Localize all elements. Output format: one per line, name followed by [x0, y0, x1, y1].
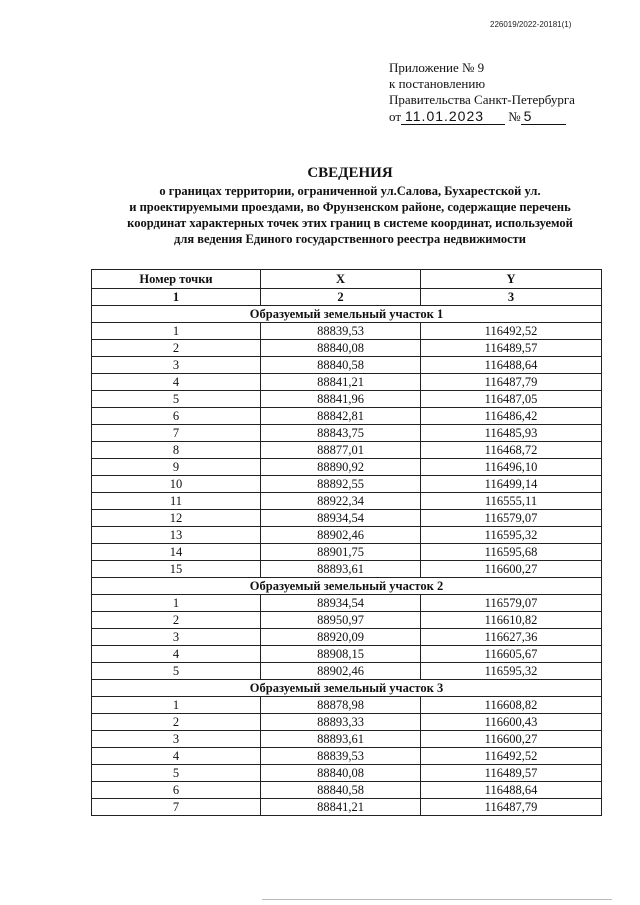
table-row [92, 374, 602, 391]
table-row [92, 544, 602, 561]
x-coordinate-cell: 88843,75 [261, 425, 421, 442]
y-coordinate-cell: 116600,27 [421, 561, 602, 578]
index-col-3: 3 [421, 289, 602, 306]
x-coordinate-cell: 88878,98 [261, 697, 421, 714]
heading-line-2: и проектируемыми проездами, во Фрунзенском районе, содержащие перечень [129, 200, 571, 214]
y-coordinate-cell: 116605,67 [421, 646, 602, 663]
x-coordinate-cell: 88840,58 [261, 357, 421, 374]
point-number-cell: 8 [92, 442, 261, 459]
y-coordinate-cell: 116489,57 [421, 340, 602, 357]
table-row [92, 748, 602, 765]
table-row [92, 391, 602, 408]
table-row [92, 697, 602, 714]
table-row [92, 357, 602, 374]
point-number-cell: 4 [92, 748, 261, 765]
y-coordinate-cell: 116485,93 [421, 425, 602, 442]
x-coordinate-cell: 88839,53 [261, 748, 421, 765]
coordinates-table [91, 269, 602, 816]
y-coordinate-cell: 116595,32 [421, 527, 602, 544]
point-number-cell: 3 [92, 357, 261, 374]
y-coordinate-cell: 116489,57 [421, 765, 602, 782]
table-row [92, 799, 602, 816]
attachment-line-3: Правительства Санкт-Петербурга [389, 92, 575, 107]
point-number-cell: 4 [92, 374, 261, 391]
x-coordinate-cell: 88841,96 [261, 391, 421, 408]
y-coordinate-cell: 116499,14 [421, 476, 602, 493]
x-coordinate-cell: 88908,15 [261, 646, 421, 663]
table-row [92, 340, 602, 357]
x-coordinate-cell: 88877,01 [261, 442, 421, 459]
x-coordinate-cell: 88902,46 [261, 527, 421, 544]
x-coordinate-cell: 88890,92 [261, 459, 421, 476]
point-number-cell: 15 [92, 561, 261, 578]
point-number-cell: 2 [92, 340, 261, 357]
point-number-cell: 11 [92, 493, 261, 510]
point-number-cell: 1 [92, 595, 261, 612]
heading-line-3: координат характерных точек этих границ в системе координат, используемой [127, 216, 573, 230]
x-coordinate-cell: 88840,58 [261, 782, 421, 799]
attachment-from-label: от [389, 109, 402, 124]
point-number-cell: 3 [92, 731, 261, 748]
table-row [92, 646, 602, 663]
point-number-cell: 12 [92, 510, 261, 527]
section-title: Образуемый земельный участок 1 [92, 306, 602, 323]
x-coordinate-cell: 88892,55 [261, 476, 421, 493]
header-x: X [261, 270, 421, 289]
point-number-cell: 2 [92, 714, 261, 731]
x-coordinate-cell: 88841,21 [261, 799, 421, 816]
document-heading [90, 164, 610, 247]
point-number-cell: 5 [92, 663, 261, 680]
table-row [92, 765, 602, 782]
index-col-1: 1 [92, 289, 261, 306]
x-coordinate-cell: 88893,61 [261, 561, 421, 578]
y-coordinate-cell: 116579,07 [421, 510, 602, 527]
header-y: Y [421, 270, 602, 289]
y-coordinate-cell: 116488,64 [421, 357, 602, 374]
table-body [92, 306, 602, 816]
table-row [92, 323, 602, 340]
y-coordinate-cell: 116627,36 [421, 629, 602, 646]
point-number-cell: 1 [92, 323, 261, 340]
header-point-number: Номер точки [92, 270, 261, 289]
scan-edge-line [262, 899, 612, 900]
y-coordinate-cell: 116496,10 [421, 459, 602, 476]
table-header-row [92, 270, 602, 289]
y-coordinate-cell: 116608,82 [421, 697, 602, 714]
section-title: Образуемый земельный участок 2 [92, 578, 602, 595]
attachment-line-2: к постановлению [389, 76, 486, 91]
point-number-cell: 6 [92, 782, 261, 799]
x-coordinate-cell: 88920,09 [261, 629, 421, 646]
y-coordinate-cell: 116610,82 [421, 612, 602, 629]
y-coordinate-cell: 116555,11 [421, 493, 602, 510]
table-row [92, 442, 602, 459]
y-coordinate-cell: 116468,72 [421, 442, 602, 459]
attachment-date: 11.01.2023 [401, 108, 505, 125]
y-coordinate-cell: 116600,27 [421, 731, 602, 748]
point-number-cell: 9 [92, 459, 261, 476]
y-coordinate-cell: 116579,07 [421, 595, 602, 612]
table-row [92, 595, 602, 612]
table-row [92, 714, 602, 731]
x-coordinate-cell: 88893,33 [261, 714, 421, 731]
y-coordinate-cell: 116487,79 [421, 799, 602, 816]
x-coordinate-cell: 88902,46 [261, 663, 421, 680]
point-number-cell: 2 [92, 612, 261, 629]
attachment-line-1: Приложение № 9 [389, 60, 485, 75]
table-row [92, 425, 602, 442]
y-coordinate-cell: 116595,32 [421, 663, 602, 680]
point-number-cell: 4 [92, 646, 261, 663]
section-title: Образуемый земельный участок 3 [92, 680, 602, 697]
table-row [92, 663, 602, 680]
y-coordinate-cell: 116595,68 [421, 544, 602, 561]
point-number-cell: 6 [92, 408, 261, 425]
x-coordinate-cell: 88842,81 [261, 408, 421, 425]
y-coordinate-cell: 116492,52 [421, 323, 602, 340]
point-number-cell: 10 [92, 476, 261, 493]
table-row [92, 493, 602, 510]
table-row [92, 731, 602, 748]
table-row [92, 408, 602, 425]
y-coordinate-cell: 116600,43 [421, 714, 602, 731]
x-coordinate-cell: 88950,97 [261, 612, 421, 629]
point-number-cell: 7 [92, 799, 261, 816]
x-coordinate-cell: 88934,54 [261, 595, 421, 612]
point-number-cell: 1 [92, 697, 261, 714]
attachment-date-line [389, 108, 609, 125]
document-number: 226019/2022-20181(1) [490, 20, 572, 29]
point-number-cell: 13 [92, 527, 261, 544]
attachment-block [389, 60, 609, 125]
table-row [92, 527, 602, 544]
y-coordinate-cell: 116492,52 [421, 748, 602, 765]
y-coordinate-cell: 116488,64 [421, 782, 602, 799]
table-index-row [92, 289, 602, 306]
section-row [92, 578, 602, 595]
section-row [92, 306, 602, 323]
y-coordinate-cell: 116487,79 [421, 374, 602, 391]
x-coordinate-cell: 88839,53 [261, 323, 421, 340]
table-row [92, 629, 602, 646]
x-coordinate-cell: 88841,21 [261, 374, 421, 391]
y-coordinate-cell: 116487,05 [421, 391, 602, 408]
section-row [92, 680, 602, 697]
y-coordinate-cell: 116486,42 [421, 408, 602, 425]
heading-line-4: для ведения Единого государственного реестра недвижимости [174, 232, 526, 246]
x-coordinate-cell: 88922,34 [261, 493, 421, 510]
table-row [92, 459, 602, 476]
x-coordinate-cell: 88934,54 [261, 510, 421, 527]
heading-line-1: о границах территории, ограниченной ул.Салова, Бухарестской ул. [159, 184, 541, 198]
table-row [92, 476, 602, 493]
attachment-number: 5 [521, 108, 566, 125]
x-coordinate-cell: 88893,61 [261, 731, 421, 748]
point-number-cell: 14 [92, 544, 261, 561]
table-row [92, 510, 602, 527]
table-row [92, 782, 602, 799]
heading-title: СВЕДЕНИЯ [307, 165, 393, 181]
x-coordinate-cell: 88840,08 [261, 765, 421, 782]
point-number-cell: 3 [92, 629, 261, 646]
table-row [92, 612, 602, 629]
x-coordinate-cell: 88840,08 [261, 340, 421, 357]
index-col-2: 2 [261, 289, 421, 306]
point-number-cell: 5 [92, 765, 261, 782]
point-number-cell: 5 [92, 391, 261, 408]
point-number-cell: 7 [92, 425, 261, 442]
attachment-number-label: № [508, 109, 521, 124]
x-coordinate-cell: 88901,75 [261, 544, 421, 561]
table-row [92, 561, 602, 578]
